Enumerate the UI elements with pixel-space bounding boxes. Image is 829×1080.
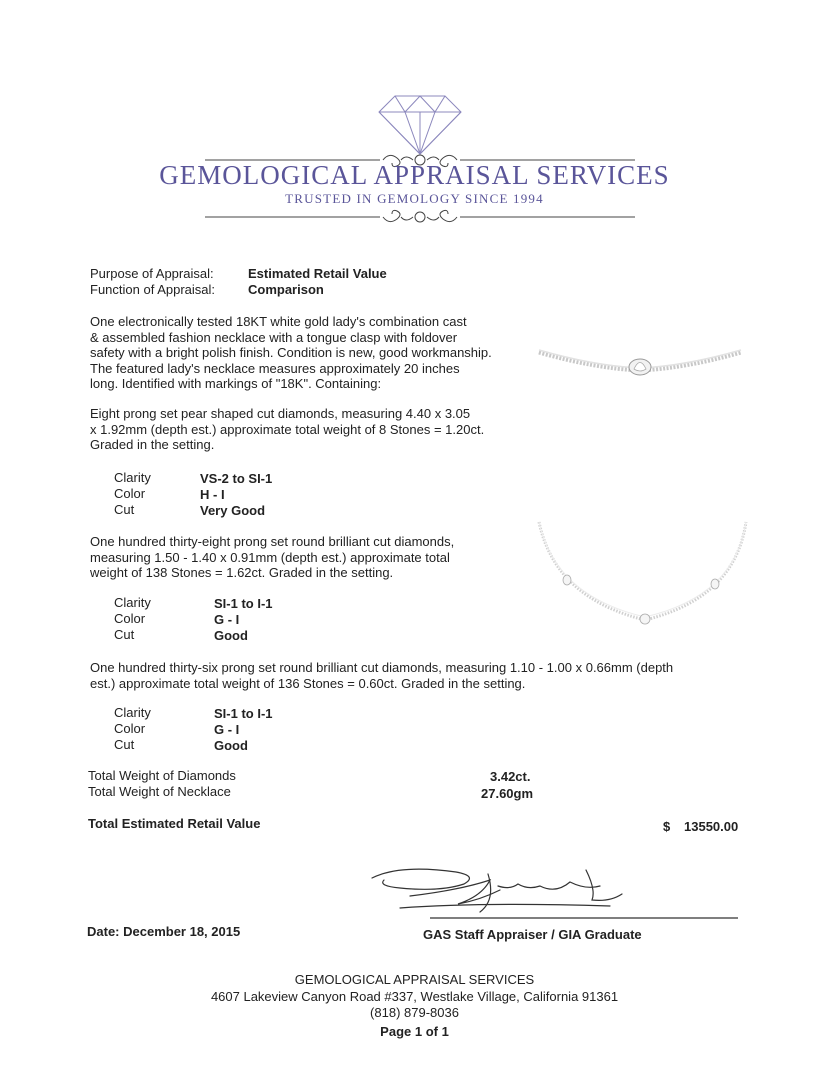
stone-line: Eight prong set pear shaped cut diamonds, measuring 4.40 x 3.05: [90, 406, 471, 421]
grade-value-clarity: SI-1 to I-1: [214, 706, 273, 721]
total-diamond-weight-value: 3.42ct.: [490, 769, 531, 784]
description-line: The featured lady's necklace measures approximately 20 inches: [90, 360, 460, 376]
bottom-ornament-divider: [205, 207, 635, 227]
description-line: & assembled fashion necklace with a tongue clasp with foldover: [90, 329, 458, 345]
necklace-closeup-image: [535, 340, 745, 380]
appraiser-signature-image: [360, 860, 740, 922]
stone-line: weight of 138 Stones = 1.62ct. Graded in the setting.: [90, 565, 394, 580]
brand-tagline: TRUSTED IN GEMOLOGY SINCE 1994: [285, 191, 544, 206]
stone-group-2-description: [90, 534, 530, 581]
item-description: [90, 314, 530, 392]
description-line: long. Identified with markings of "18K". Containing:: [90, 376, 382, 391]
purpose-label: Purpose of Appraisal:: [90, 266, 214, 281]
grade-label-clarity: Clarity: [114, 470, 151, 485]
footer-company: GEMOLOGICAL APPRAISAL SERVICES: [294, 972, 535, 987]
grade-label-cut: Cut: [114, 627, 135, 642]
necklace-full-image: [535, 518, 750, 638]
total-retail-value: 13550.00: [684, 819, 739, 834]
grade-value-clarity: VS-2 to SI-1: [200, 471, 273, 486]
stone-line: measuring 1.50 - 1.40 x 0.91mm (depth est.) approximate total: [90, 549, 450, 565]
page-number: Page 1 of 1: [380, 1024, 449, 1039]
grade-value-color: G - I: [214, 612, 240, 627]
function-value: Comparison: [248, 282, 324, 297]
total-diamond-weight-label: Total Weight of Diamonds: [88, 768, 236, 783]
grade-value-color: G - I: [214, 722, 240, 737]
grade-label-color: Color: [114, 486, 146, 501]
appraisal-date: Date: December 18, 2015: [87, 924, 241, 939]
description-line: safety with a bright polish finish. Condition is new, good workmanship.: [90, 345, 492, 360]
grade-value-cut: Good: [214, 628, 248, 643]
stone-group-3-description: [90, 660, 750, 691]
purpose-value: Estimated Retail Value: [248, 266, 387, 281]
brand-title: GEMOLOGICAL APPRAISAL SERVICES: [159, 160, 670, 190]
grade-label-cut: Cut: [114, 737, 135, 752]
total-necklace-weight-label: Total Weight of Necklace: [88, 784, 231, 799]
function-label: Function of Appraisal:: [90, 282, 216, 297]
stone-line: x 1.92mm (depth est.) approximate total weight of 8 Stones = 1.20ct.: [90, 421, 485, 437]
diamond-logo-icon: [375, 88, 465, 158]
stone-line: est.) approximate total weight of 136 Stones = 0.60ct. Graded in the setting.: [90, 675, 526, 691]
grade-label-clarity: Clarity: [114, 595, 151, 610]
total-retail-value-label: Total Estimated Retail Value: [88, 816, 261, 831]
grade-value-cut: Very Good: [200, 503, 266, 518]
currency-symbol: $: [663, 819, 671, 834]
grade-label-color: Color: [114, 721, 146, 736]
grade-label-color: Color: [114, 611, 146, 626]
grade-label-cut: Cut: [114, 502, 135, 517]
footer-phone: (818) 879-8036: [370, 1005, 459, 1020]
stone-line: One hundred thirty-six prong set round brilliant cut diamonds, measuring 1.10 - 1.00 x 0.66mm (depth: [90, 660, 674, 675]
grade-value-clarity: SI-1 to I-1: [214, 596, 273, 611]
stone-group-1-description: [90, 406, 530, 453]
grade-value-color: H - I: [200, 487, 225, 502]
appraiser-title: GAS Staff Appraiser / GIA Graduate: [423, 927, 642, 942]
stone-line: Graded in the setting.: [90, 437, 215, 452]
grade-value-cut: Good: [214, 738, 248, 753]
footer-address: 4607 Lakeview Canyon Road #337, Westlake Village, California 91361: [210, 989, 619, 1004]
total-necklace-weight-value: 27.60gm: [481, 786, 534, 801]
grade-label-clarity: Clarity: [114, 705, 151, 720]
description-line: One electronically tested 18KT white gold lady's combination cast: [90, 314, 467, 329]
stone-line: One hundred thirty-eight prong set round brilliant cut diamonds,: [90, 534, 455, 549]
